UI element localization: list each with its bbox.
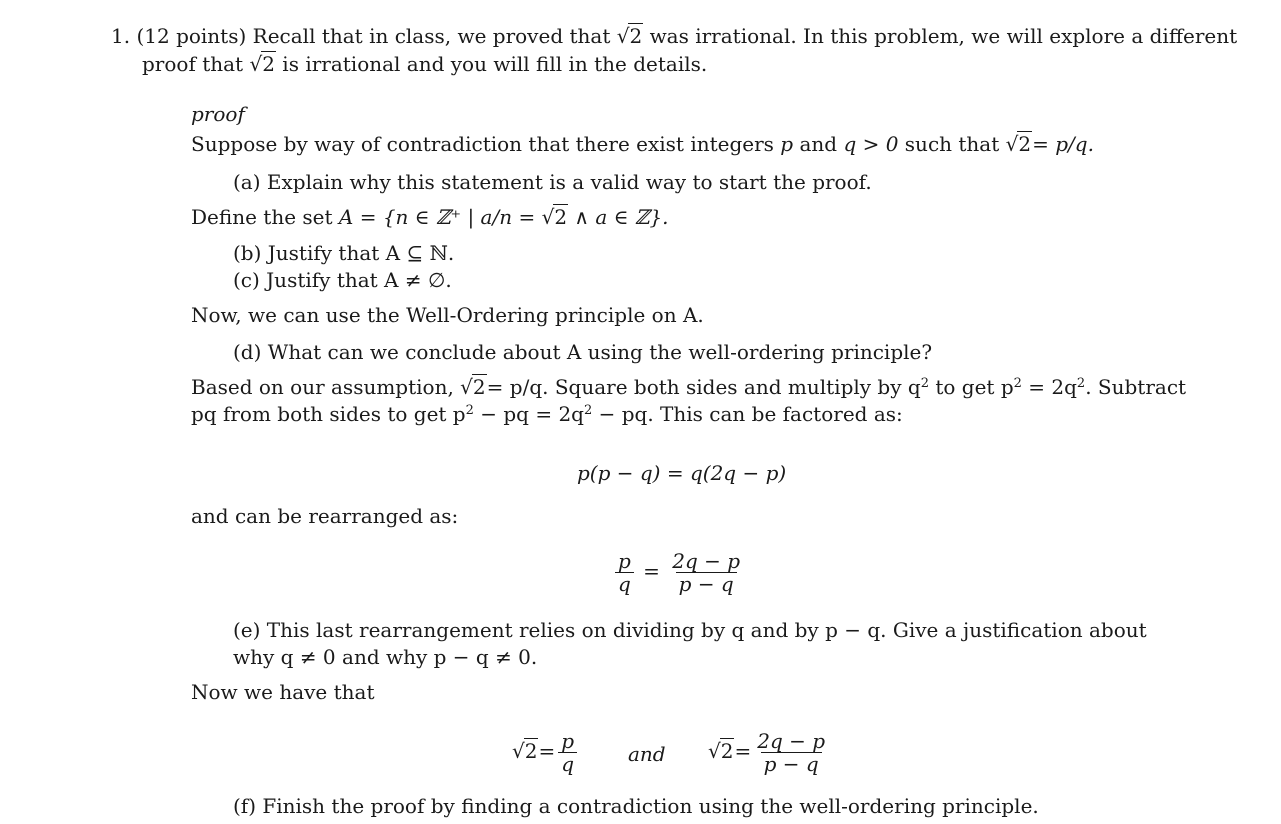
final-equation-left: √2= $\frac{p}{q}$ xyxy=(512,730,580,775)
sqrt-two: √2 xyxy=(512,739,538,763)
problem-header-line1: 1. (12 points) Recall that in class, we proved that √2 was irrational. In this problem, we will explore a different xyxy=(111,24,1238,48)
factored-equation: p(p − q) = q(2q − p) xyxy=(577,461,787,485)
sqrt-two: √2 xyxy=(541,205,568,229)
part-e-line1: (e) This last rearrangement relies on dividing by q and by p − q. Give a justification about xyxy=(233,618,1147,642)
problem-header-line2: proof that √2 is irrational and you will fill in the details. xyxy=(142,52,708,76)
sqrt-two: √2 xyxy=(708,739,734,763)
rearranged-line: and can be rearranged as: xyxy=(191,504,459,528)
now-have-line: Now we have that xyxy=(191,680,375,704)
part-e-line2: why q ≠ 0 and why p − q ≠ 0. xyxy=(233,645,538,669)
sqrt-two: √2 xyxy=(249,52,275,76)
based-line: Based on our assumption, √2= p/q. Square both sides and multiply by $q^2$ to get $p^2 = 2q^2$. Subtract xyxy=(191,375,1187,399)
problem-points: (12 points) xyxy=(136,24,247,48)
suppose-line: Suppose by way of contradiction that there exist integers p and q > 0 such that √2= p/q. xyxy=(191,132,1094,156)
part-f: (f) Finish the proof by finding a contradiction using the well-ordering principle. xyxy=(233,794,1039,818)
final-equation-right: √2= $\frac{2q - p}{p - q}$ xyxy=(708,729,826,776)
part-d: (d) What can we conclude about A using the well-ordering principle? xyxy=(233,340,933,364)
part-c: (c) Justify that A ≠ ∅. xyxy=(233,268,452,292)
now-wop-line: Now, we can use the Well-Ordering principle on A. xyxy=(191,303,704,327)
pq-line: pq from both sides to get $p^2$ − pq = $2q^2$ − pq. This can be factored as: xyxy=(191,402,903,426)
sqrt-two: √2 xyxy=(1005,132,1032,156)
sqrt-two: √2 xyxy=(460,375,486,399)
sqrt-two: √2 xyxy=(616,24,643,48)
define-set-line: Define the set A = {n ∈ ℤ⁺ | a/n = √2 ∧ a ∈ ℤ}. xyxy=(191,205,669,229)
problem-number: 1. xyxy=(111,24,131,48)
part-b: (b) Justify that A ⊆ ℕ. xyxy=(233,241,455,265)
proof-label: proof xyxy=(191,102,245,126)
and-word: and xyxy=(628,742,666,766)
part-a: (a) Explain why this statement is a valid way to start the proof. xyxy=(233,170,872,194)
fraction-equation: $\frac{p}{q}$ = $\frac{2q - p}{p - q}$ xyxy=(612,550,746,595)
